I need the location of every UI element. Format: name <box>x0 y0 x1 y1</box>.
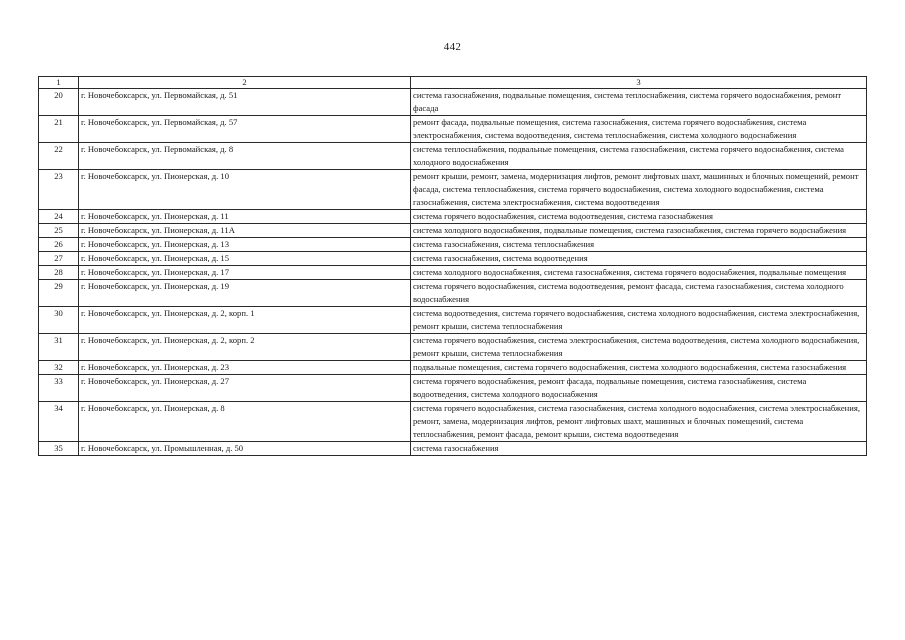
row-number: 20 <box>39 89 79 116</box>
table-row <box>39 375 867 402</box>
row-works: система теплоснабжения, подвальные помещения, система газоснабжения, система горячего водоснабжения, система холодного водоснабжения <box>411 143 867 170</box>
table-row <box>39 307 867 334</box>
row-address: г. Новочебоксарск, ул. Пионерская, д. 10 <box>79 170 411 210</box>
row-address: г. Новочебоксарск, ул. Промышленная, д. 50 <box>79 442 411 456</box>
row-number: 27 <box>39 252 79 266</box>
row-address: г. Новочебоксарск, ул. Пионерская, д. 11 <box>79 210 411 224</box>
row-works: ремонт фасада, подвальные помещения, система газоснабжения, система горячего водоснабжения, система электроснабжения, система водоотведения, система теплоснабжения, система холодного водоснабжения <box>411 116 867 143</box>
column-header-1: 1 <box>39 77 79 89</box>
table-row <box>39 280 867 307</box>
row-works: система горячего водоснабжения, система газоснабжения, система холодного водоснабжения, система электроснабжения, ремонт, замена, модернизация лифтов, ремонт лифтовых шахт, машинных и блочных помещений, система теплоснабжения, ремонт фасада, ремонт крыши, система водоотведения <box>411 402 867 442</box>
row-number: 29 <box>39 280 79 307</box>
table-row <box>39 170 867 210</box>
row-number: 31 <box>39 334 79 361</box>
row-works: система горячего водоснабжения, система водоотведения, ремонт фасада, система газоснабжения, система холодного водоснабжения <box>411 280 867 307</box>
table-row <box>39 252 867 266</box>
row-address: г. Новочебоксарск, ул. Первомайская, д. 8 <box>79 143 411 170</box>
column-header-3: 3 <box>411 77 867 89</box>
row-number: 26 <box>39 238 79 252</box>
row-address: г. Новочебоксарск, ул. Первомайская, д. 57 <box>79 116 411 143</box>
row-address: г. Новочебоксарск, ул. Пионерская, д. 2, корп. 2 <box>79 334 411 361</box>
table-row <box>39 334 867 361</box>
row-address: г. Новочебоксарск, ул. Пионерская, д. 23 <box>79 361 411 375</box>
table-row <box>39 116 867 143</box>
row-works: система холодного водоснабжения, подвальные помещения, система газоснабжения, система горячего водоснабжения <box>411 224 867 238</box>
table-header-row <box>39 77 867 89</box>
row-number: 33 <box>39 375 79 402</box>
row-works: система газоснабжения <box>411 442 867 456</box>
row-works: система горячего водоснабжения, система водоотведения, система газоснабжения <box>411 210 867 224</box>
row-number: 32 <box>39 361 79 375</box>
row-number: 23 <box>39 170 79 210</box>
row-works: система горячего водоснабжения, ремонт фасада, подвальные помещения, система газоснабжения, система водоотведения, система холодного водоснабжения <box>411 375 867 402</box>
row-works: подвальные помещения, система горячего водоснабжения, система холодного водоснабжения, система газоснабжения <box>411 361 867 375</box>
row-address: г. Новочебоксарск, ул. Пионерская, д. 11А <box>79 224 411 238</box>
table-row <box>39 210 867 224</box>
row-number: 30 <box>39 307 79 334</box>
row-address: г. Новочебоксарск, ул. Пионерская, д. 27 <box>79 375 411 402</box>
table-row <box>39 89 867 116</box>
row-number: 24 <box>39 210 79 224</box>
table-row <box>39 442 867 456</box>
addresses-table <box>38 76 867 456</box>
row-number: 22 <box>39 143 79 170</box>
table-row <box>39 238 867 252</box>
row-number: 35 <box>39 442 79 456</box>
table-row <box>39 402 867 442</box>
row-address: г. Новочебоксарск, ул. Пионерская, д. 13 <box>79 238 411 252</box>
row-address: г. Новочебоксарск, ул. Пионерская, д. 17 <box>79 266 411 280</box>
row-works: система газоснабжения, система водоотведения <box>411 252 867 266</box>
table-row <box>39 361 867 375</box>
page-number: 442 <box>443 41 462 53</box>
row-works: ремонт крыши, ремонт, замена, модернизация лифтов, ремонт лифтовых шахт, машинных и блочных помещений, ремонт фасада, система теплоснабжения, система горячего водоснабжения, система холодного водоснабжения, система газоснабжения, система электроснабжения, система водоотведения <box>411 170 867 210</box>
table-row <box>39 224 867 238</box>
row-works: система холодного водоснабжения, система газоснабжения, система горячего водоснабжения, подвальные помещения <box>411 266 867 280</box>
row-number: 25 <box>39 224 79 238</box>
row-address: г. Новочебоксарск, ул. Пионерская, д. 8 <box>79 402 411 442</box>
row-works: система газоснабжения, подвальные помещения, система теплоснабжения, система горячего водоснабжения, ремонт фасада <box>411 89 867 116</box>
row-address: г. Новочебоксарск, ул. Пионерская, д. 2, корп. 1 <box>79 307 411 334</box>
table-row <box>39 266 867 280</box>
row-works: система газоснабжения, система теплоснабжения <box>411 238 867 252</box>
row-number: 21 <box>39 116 79 143</box>
row-address: г. Новочебоксарск, ул. Пионерская, д. 15 <box>79 252 411 266</box>
row-works: система водоотведения, система горячего водоснабжения, система холодного водоснабжения, система электроснабжения, ремонт крыши, система теплоснабжения <box>411 307 867 334</box>
row-number: 28 <box>39 266 79 280</box>
row-address: г. Новочебоксарск, ул. Первомайская, д. 51 <box>79 89 411 116</box>
row-address: г. Новочебоксарск, ул. Пионерская, д. 19 <box>79 280 411 307</box>
column-header-2: 2 <box>79 77 411 89</box>
table-row <box>39 143 867 170</box>
row-works: система горячего водоснабжения, система электроснабжения, система водоотведения, система холодного водоснабжения, ремонт крыши, система теплоснабжения <box>411 334 867 361</box>
row-number: 34 <box>39 402 79 442</box>
